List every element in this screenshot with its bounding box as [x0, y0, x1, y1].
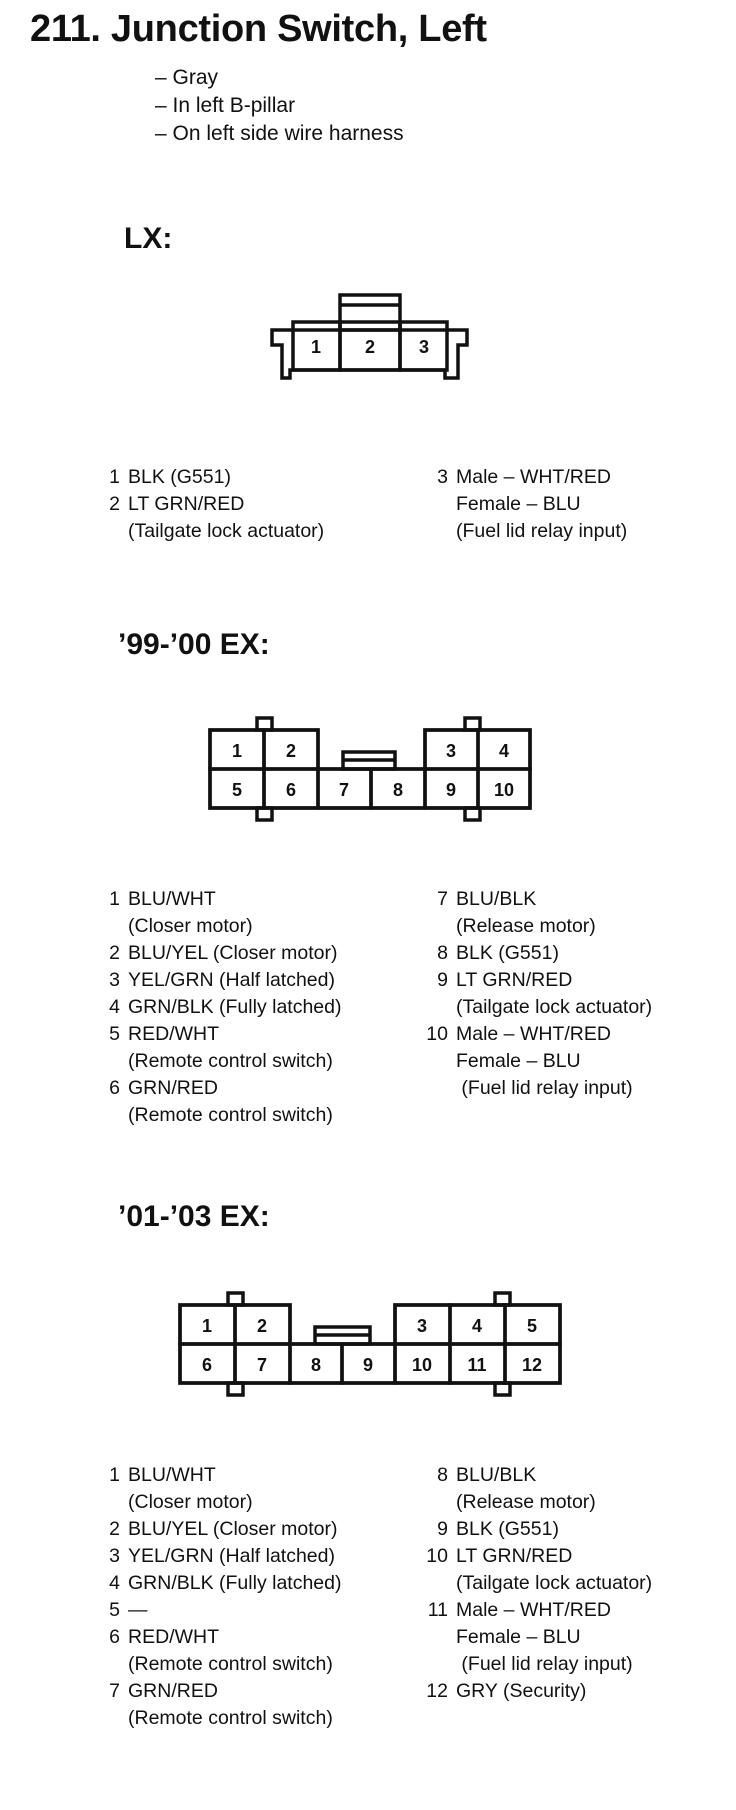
cavity-label: 4	[471, 1316, 483, 1336]
pin-wire-color: GRN/BLK (Fully latched)	[128, 1572, 342, 1594]
cavity-label: 12	[521, 1355, 543, 1375]
pin-wire-color: BLK (G551)	[456, 942, 559, 964]
pin-entry	[98, 1462, 341, 1516]
pin-wire-color: GRN/RED	[128, 1077, 218, 1099]
pin-description: (Fuel lid relay input)	[456, 520, 628, 542]
pin-entry	[426, 1678, 652, 1705]
pin-wire-color: BLU/WHT	[128, 1464, 216, 1486]
pin-number: 1	[109, 888, 120, 910]
cavity-label: 1	[231, 741, 243, 761]
pin-entry	[98, 1543, 341, 1570]
pin-entry	[98, 491, 324, 545]
pin-wire-color: BLK (G551)	[456, 1518, 559, 1540]
pin-description: (Tailgate lock actuator)	[456, 1572, 653, 1594]
cavity-label: 5	[526, 1316, 538, 1336]
note-harness: – On left side wire harness	[155, 122, 404, 145]
cavity-label: 7	[256, 1355, 268, 1375]
pin-description: (Fuel lid relay input)	[456, 1077, 633, 1099]
pin-description: (Fuel lid relay input)	[456, 1653, 633, 1675]
latch-bottom-right	[495, 1383, 510, 1395]
latch-top-right	[495, 1293, 510, 1305]
pin-description: (Closer motor)	[128, 915, 253, 937]
connector-99-00-ex	[210, 718, 530, 820]
pin-description: (Tailgate lock actuator)	[456, 996, 653, 1018]
pin-number: 6	[109, 1626, 120, 1648]
pin-wire-color: RED/WHT	[128, 1626, 219, 1648]
pin-number: 5	[109, 1599, 120, 1621]
cavity-label: 6	[285, 780, 297, 800]
pin-number: 3	[109, 969, 120, 991]
pin-wire-color: BLK (G551)	[128, 466, 231, 488]
pin-wire-color: BLU/WHT	[128, 888, 216, 910]
pin-wire-color: GRN/BLK (Fully latched)	[128, 996, 342, 1018]
pin-wire-color: BLU/BLK	[456, 1464, 537, 1486]
pin-number: 2	[109, 493, 120, 515]
cavity-label: 2	[256, 1316, 268, 1336]
pin-description: Female – BLU	[456, 493, 581, 515]
pin-description: (Remote control switch)	[128, 1707, 333, 1729]
cavity-label: 3	[445, 741, 457, 761]
pin-entry	[426, 940, 652, 967]
pin-entry	[98, 464, 324, 491]
pin-wire-color: —	[128, 1599, 148, 1621]
pin-wire-color: YEL/GRN (Half latched)	[128, 1545, 335, 1567]
pin-number: 2	[109, 942, 120, 964]
cavity-label: 7	[338, 780, 350, 800]
cavity-label: 1	[310, 337, 322, 357]
pin-number: 9	[437, 1518, 448, 1540]
cavity-label: 2	[364, 337, 376, 357]
latch-bottom-left	[228, 1383, 243, 1395]
pin-entry	[426, 1021, 652, 1102]
pin-number: 6	[109, 1077, 120, 1099]
cavity-label: 10	[493, 780, 515, 800]
cavity-label: 5	[231, 780, 243, 800]
note-location: – In left B-pillar	[155, 94, 296, 117]
pin-entry	[98, 1570, 341, 1597]
pin-wire-color: LT GRN/RED	[456, 969, 573, 991]
pin-entry	[98, 1597, 341, 1624]
pin-description: (Release motor)	[456, 915, 596, 937]
cavity-label: 3	[416, 1316, 428, 1336]
pin-number: 3	[437, 466, 448, 488]
pin-number: 4	[109, 1572, 120, 1594]
pin-description: Female – BLU	[456, 1050, 581, 1072]
latch-bottom-left	[257, 808, 272, 820]
pin-description: Female – BLU	[456, 1626, 581, 1648]
cavity-label: 11	[467, 1355, 487, 1375]
latch-bottom-right	[465, 808, 480, 820]
pin-entry	[426, 464, 627, 545]
latch-top-left	[228, 1293, 243, 1305]
pin-number: 10	[426, 1545, 448, 1567]
latch-top-left	[257, 718, 272, 730]
pin-entry	[98, 940, 341, 967]
pin-wire-color: Male – WHT/RED	[456, 1599, 611, 1621]
pin-list-left-lx	[98, 464, 324, 545]
cavity-label: 4	[498, 741, 510, 761]
cavity-label: 9	[445, 780, 457, 800]
pin-entry	[98, 1021, 341, 1075]
pin-description: (Release motor)	[456, 1491, 596, 1513]
pin-number: 1	[109, 1464, 120, 1486]
pin-number: 9	[437, 969, 448, 991]
section-heading-lx: LX:	[124, 222, 173, 255]
pin-number: 7	[109, 1680, 120, 1702]
pin-entry	[426, 886, 652, 940]
pin-description: (Remote control switch)	[128, 1104, 333, 1126]
connector-01-03-ex	[180, 1293, 560, 1395]
pin-wire-color: BLU/YEL (Closer motor)	[128, 942, 338, 964]
cavity-label: 10	[411, 1355, 433, 1375]
lock-tab-lx	[340, 295, 400, 330]
section-heading-01-03-ex: ’01-’03 EX:	[118, 1200, 270, 1233]
pin-entry	[98, 994, 341, 1021]
pin-wire-color: LT GRN/RED	[128, 493, 245, 515]
cavity-label: 1	[201, 1316, 213, 1336]
pin-entry	[98, 1516, 341, 1543]
pin-number: 7	[437, 888, 448, 910]
pin-entry	[426, 1543, 652, 1597]
latch-top-right	[465, 718, 480, 730]
pin-number: 2	[109, 1518, 120, 1540]
pin-wire-color: GRN/RED	[128, 1680, 218, 1702]
cavity-label: 3	[418, 337, 430, 357]
pin-wire-color: GRY (Security)	[456, 1680, 587, 1702]
pin-entry	[98, 1624, 341, 1678]
note-color: – Gray	[155, 66, 219, 89]
pin-entry	[98, 1075, 341, 1129]
pin-entry	[426, 1597, 652, 1678]
pin-list-left-99-00	[98, 886, 341, 1129]
pin-number: 4	[109, 996, 120, 1018]
pin-description: (Remote control switch)	[128, 1050, 333, 1072]
pin-wire-color: RED/WHT	[128, 1023, 219, 1045]
pin-list-left-01-03	[98, 1462, 341, 1732]
page-title: 211. Junction Switch, Left	[30, 8, 487, 50]
pin-list-right-99-00	[426, 886, 652, 1102]
pin-wire-color: Male – WHT/RED	[456, 466, 611, 488]
pin-description: (Tailgate lock actuator)	[128, 520, 325, 542]
pin-number: 3	[109, 1545, 120, 1567]
pin-number: 1	[109, 466, 120, 488]
cavity-label: 8	[392, 780, 404, 800]
pin-description: (Closer motor)	[128, 1491, 253, 1513]
pin-description: (Remote control switch)	[128, 1653, 333, 1675]
pin-number: 8	[437, 942, 448, 964]
pin-entry	[426, 1516, 652, 1543]
cavity-label: 2	[285, 741, 297, 761]
pin-wire-color: YEL/GRN (Half latched)	[128, 969, 335, 991]
pin-entry	[98, 886, 341, 940]
pin-wire-color: Male – WHT/RED	[456, 1023, 611, 1045]
cavity-label: 9	[362, 1355, 374, 1375]
pin-number: 5	[109, 1023, 120, 1045]
pin-list-right-01-03	[426, 1462, 652, 1705]
cavity-label: 8	[310, 1355, 322, 1375]
cavity-label: 6	[201, 1355, 213, 1375]
pin-number: 10	[426, 1023, 448, 1045]
pin-number: 12	[426, 1680, 448, 1702]
connector-lx-labels	[311, 337, 429, 357]
pin-entry	[98, 1678, 341, 1732]
pin-number: 11	[427, 1599, 448, 1621]
pin-wire-color: BLU/YEL (Closer motor)	[128, 1518, 338, 1540]
pin-number: 8	[437, 1464, 448, 1486]
pin-list-right-lx	[426, 464, 627, 545]
section-heading-99-00-ex: ’99-’00 EX:	[118, 628, 270, 661]
pin-entry	[98, 967, 341, 994]
pin-entry	[426, 967, 652, 1021]
pin-entry	[426, 1462, 652, 1516]
pin-wire-color: LT GRN/RED	[456, 1545, 573, 1567]
pin-wire-color: BLU/BLK	[456, 888, 537, 910]
